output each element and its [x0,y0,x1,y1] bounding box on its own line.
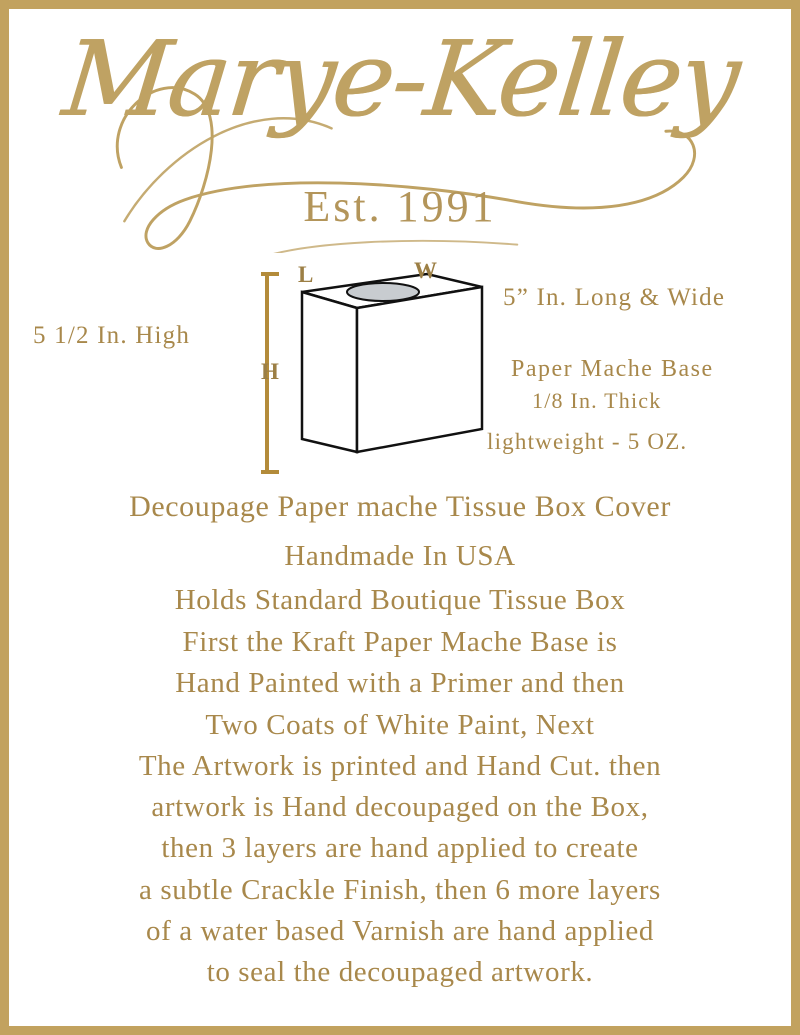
description-line: artwork is Hand decoupaged on the Box, [151,791,649,824]
dimensions-diagram [9,254,791,484]
description-line: to seal the decoupaged artwork. [206,956,594,989]
product-description [9,487,791,995]
label-width-measure: 5” In. Long & Wide [503,284,726,311]
label-weight: lightweight - 5 OZ. [487,429,688,454]
description-line: a subtle Crackle Finish, then 6 more layers [139,873,661,906]
description-line: of a water based Varnish are hand applied [145,914,654,947]
description-line: Decoupage Paper mache Tissue Box Cover [129,490,671,523]
label-base-material: Paper Mache Base [511,356,714,382]
brand-header [9,18,791,140]
description-line: First the Kraft Paper Mache Base is [182,626,618,659]
label-base-thickness: 1/8 In. Thick [532,388,662,413]
card-inner [9,9,791,1026]
description-line: Two Coats of White Paint, Next [205,708,595,741]
description-line: then 3 layers are hand applied to create [161,832,639,865]
brand-name: Marye-Kelley [57,18,743,140]
description-line: The Artwork is printed and Hand Cut. then [138,749,662,782]
description-line: Hand Painted with a Primer and then [175,667,625,700]
label-length-axis: L [298,262,315,287]
label-height-axis: H [261,359,280,384]
description-line: Handmade In USA [284,539,516,572]
brand-established: Est. 1991 [303,182,497,231]
label-height-measure: 5 1/2 In. High [33,322,191,349]
description-line: Holds Standard Boutique Tissue Box [174,583,626,616]
label-width-axis: W [414,258,438,283]
